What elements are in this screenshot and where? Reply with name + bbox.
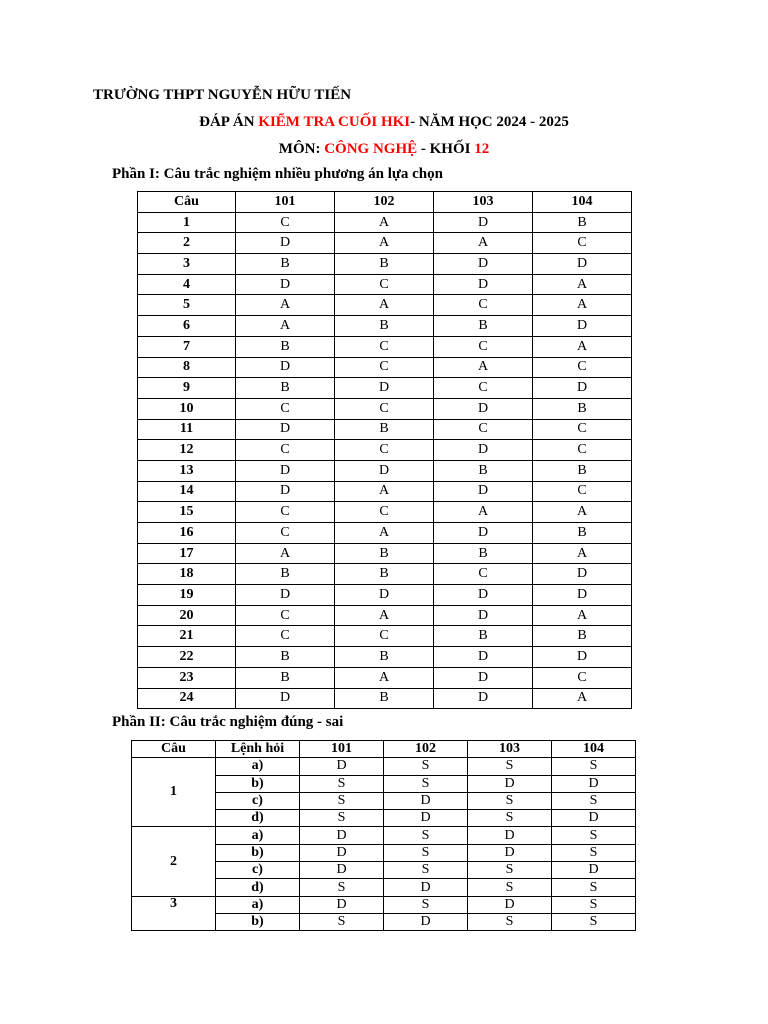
- question-number: 2: [132, 827, 216, 896]
- title-year: - NĂM HỌC 2024 - 2025: [410, 114, 569, 130]
- table-row: [138, 460, 632, 481]
- answer-cell: S: [384, 758, 468, 775]
- answer-cell: A: [335, 295, 434, 316]
- table-row: [138, 316, 632, 337]
- statement-label: a): [216, 758, 300, 775]
- answer-cell: S: [384, 896, 468, 913]
- question-number: 12: [138, 440, 236, 461]
- question-number: 16: [138, 523, 236, 544]
- answer-cell: D: [384, 810, 468, 827]
- answer-cell: C: [335, 398, 434, 419]
- answer-cell: D: [533, 316, 632, 337]
- answer-cell: B: [335, 564, 434, 585]
- answer-cell: D: [434, 440, 533, 461]
- answer-cell: D: [335, 460, 434, 481]
- question-number: 6: [138, 316, 236, 337]
- school-name: TRƯỜNG THPT NGUYỄN HỮU TIẾN: [93, 87, 352, 103]
- question-number: 7: [138, 336, 236, 357]
- statement-label: d): [216, 810, 300, 827]
- answer-cell: D: [300, 896, 384, 913]
- answer-cell: A: [533, 605, 632, 626]
- answer-cell: A: [434, 502, 533, 523]
- answer-cell: D: [300, 758, 384, 775]
- answer-cell: D: [468, 775, 552, 792]
- document-title: [0, 114, 768, 131]
- answer-cell: S: [468, 862, 552, 879]
- statement-label: d): [216, 879, 300, 896]
- answer-cell: S: [300, 913, 384, 930]
- answer-cell: C: [236, 523, 335, 544]
- answer-cell: A: [335, 523, 434, 544]
- answer-cell: S: [552, 844, 636, 861]
- answer-cell: S: [552, 879, 636, 896]
- answer-cell: D: [384, 879, 468, 896]
- answer-cell: C: [533, 667, 632, 688]
- column-header: 101: [300, 741, 384, 758]
- answer-cell: A: [335, 667, 434, 688]
- table-row: [138, 274, 632, 295]
- answer-cell: D: [468, 844, 552, 861]
- table-row: [138, 398, 632, 419]
- answer-cell: D: [552, 775, 636, 792]
- answer-cell: D: [236, 419, 335, 440]
- answer-cell: D: [434, 274, 533, 295]
- answer-cell: A: [533, 295, 632, 316]
- answer-cell: D: [552, 862, 636, 879]
- statement-label: b): [216, 775, 300, 792]
- title-exam-name: KIỂM TRA CUỐI HKI: [258, 114, 411, 130]
- answer-cell: D: [335, 378, 434, 399]
- subject-label: MÔN:: [278, 141, 325, 157]
- answer-cell: D: [552, 810, 636, 827]
- answer-cell: D: [300, 827, 384, 844]
- answer-cell: B: [533, 398, 632, 419]
- question-number: 23: [138, 667, 236, 688]
- answer-cell: A: [434, 357, 533, 378]
- question-number: 21: [138, 626, 236, 647]
- question-number: 13: [138, 460, 236, 481]
- answer-cell: C: [236, 398, 335, 419]
- answer-cell: C: [236, 605, 335, 626]
- table-row: [138, 585, 632, 606]
- table-row: [138, 357, 632, 378]
- answer-cell: B: [335, 419, 434, 440]
- column-header: 101: [236, 192, 335, 213]
- answer-cell: C: [335, 357, 434, 378]
- answer-cell: S: [300, 792, 384, 809]
- answer-cell: D: [434, 688, 533, 709]
- answer-cell: C: [236, 502, 335, 523]
- table-row: [138, 543, 632, 564]
- answer-cell: S: [468, 810, 552, 827]
- table-row: [132, 758, 636, 775]
- answer-cell: S: [468, 913, 552, 930]
- question-number: 14: [138, 481, 236, 502]
- answer-cell: D: [236, 357, 335, 378]
- question-number: 19: [138, 585, 236, 606]
- answer-cell: S: [552, 913, 636, 930]
- answer-cell: A: [335, 212, 434, 233]
- answer-cell: D: [434, 212, 533, 233]
- answer-cell: D: [468, 827, 552, 844]
- statement-label: c): [216, 862, 300, 879]
- answer-cell: B: [236, 378, 335, 399]
- answer-cell: A: [335, 605, 434, 626]
- table-row: [138, 626, 632, 647]
- answer-cell: D: [236, 585, 335, 606]
- statement-label: a): [216, 896, 300, 913]
- part1-answer-table: [137, 191, 632, 709]
- answer-cell: D: [434, 398, 533, 419]
- question-number: 20: [138, 605, 236, 626]
- question-number: 4: [138, 274, 236, 295]
- table-row: [138, 481, 632, 502]
- answer-cell: D: [300, 844, 384, 861]
- answer-cell: B: [533, 460, 632, 481]
- table-row: [138, 254, 632, 275]
- answer-cell: B: [236, 647, 335, 668]
- column-header: 104: [533, 192, 632, 213]
- question-number: 15: [138, 502, 236, 523]
- question-number: 18: [138, 564, 236, 585]
- table-row: [138, 378, 632, 399]
- answer-cell: B: [236, 564, 335, 585]
- answer-cell: S: [384, 844, 468, 861]
- column-header: 102: [335, 192, 434, 213]
- answer-cell: A: [434, 233, 533, 254]
- answer-cell: S: [552, 896, 636, 913]
- table-row: [138, 336, 632, 357]
- table-row: [138, 212, 632, 233]
- answer-cell: S: [300, 810, 384, 827]
- answer-cell: D: [533, 564, 632, 585]
- answer-cell: D: [236, 233, 335, 254]
- answer-cell: A: [236, 316, 335, 337]
- answer-cell: C: [533, 419, 632, 440]
- answer-cell: C: [236, 212, 335, 233]
- table-header-row: [132, 741, 636, 758]
- answer-cell: D: [236, 481, 335, 502]
- question-number: 2: [138, 233, 236, 254]
- answer-cell: D: [434, 523, 533, 544]
- answer-cell: A: [533, 543, 632, 564]
- answer-cell: C: [335, 274, 434, 295]
- answer-cell: C: [533, 233, 632, 254]
- grade-label: - KHỐI: [417, 141, 475, 157]
- statement-label: b): [216, 913, 300, 930]
- answer-cell: D: [434, 254, 533, 275]
- answer-cell: S: [300, 879, 384, 896]
- answer-cell: S: [552, 758, 636, 775]
- answer-cell: B: [434, 626, 533, 647]
- part2-heading: Phần II: Câu trắc nghiệm đúng - sai: [112, 714, 344, 730]
- answer-cell: B: [236, 667, 335, 688]
- question-number: 3: [138, 254, 236, 275]
- answer-cell: B: [236, 254, 335, 275]
- answer-cell: C: [434, 336, 533, 357]
- answer-cell: D: [384, 792, 468, 809]
- question-number: 10: [138, 398, 236, 419]
- part2-answer-table: [131, 740, 636, 931]
- question-number: 24: [138, 688, 236, 709]
- question-number: 11: [138, 419, 236, 440]
- answer-cell: D: [533, 585, 632, 606]
- answer-cell: D: [434, 667, 533, 688]
- answer-cell: D: [434, 481, 533, 502]
- answer-cell: D: [335, 585, 434, 606]
- answer-cell: C: [236, 626, 335, 647]
- table-row: [138, 605, 632, 626]
- question-number: 3: [132, 896, 216, 931]
- answer-cell: C: [335, 502, 434, 523]
- answer-cell: D: [434, 585, 533, 606]
- question-number: 22: [138, 647, 236, 668]
- answer-cell: S: [300, 775, 384, 792]
- answer-cell: A: [335, 233, 434, 254]
- table-header-row: [138, 192, 632, 213]
- answer-cell: A: [533, 274, 632, 295]
- answer-cell: S: [552, 827, 636, 844]
- table-row: [138, 647, 632, 668]
- statement-label: b): [216, 844, 300, 861]
- subject-name: CÔNG NGHỆ: [324, 141, 418, 157]
- answer-cell: B: [236, 336, 335, 357]
- answer-cell: A: [236, 543, 335, 564]
- answer-cell: S: [552, 792, 636, 809]
- table-row: [138, 564, 632, 585]
- answer-cell: S: [468, 758, 552, 775]
- answer-cell: D: [236, 460, 335, 481]
- table-row: [138, 688, 632, 709]
- answer-cell: D: [533, 254, 632, 275]
- answer-cell: C: [335, 440, 434, 461]
- answer-cell: C: [533, 357, 632, 378]
- answer-cell: A: [533, 502, 632, 523]
- question-number: 5: [138, 295, 236, 316]
- answer-cell: D: [384, 913, 468, 930]
- answer-cell: C: [533, 481, 632, 502]
- column-header: 103: [468, 741, 552, 758]
- question-number: 1: [132, 758, 216, 827]
- answer-cell: D: [533, 647, 632, 668]
- answer-cell: B: [335, 688, 434, 709]
- answer-cell: C: [434, 378, 533, 399]
- question-number: 8: [138, 357, 236, 378]
- column-header: Câu: [138, 192, 236, 213]
- statement-label: c): [216, 792, 300, 809]
- table-row: [138, 667, 632, 688]
- column-header: 102: [384, 741, 468, 758]
- answer-cell: B: [335, 316, 434, 337]
- answer-cell: D: [533, 378, 632, 399]
- answer-cell: C: [335, 626, 434, 647]
- answer-cell: D: [434, 647, 533, 668]
- column-header: 104: [552, 741, 636, 758]
- table-row: [138, 523, 632, 544]
- answer-cell: C: [434, 295, 533, 316]
- answer-cell: C: [434, 419, 533, 440]
- table-row: [138, 419, 632, 440]
- answer-cell: D: [434, 605, 533, 626]
- answer-cell: D: [236, 274, 335, 295]
- question-number: 17: [138, 543, 236, 564]
- answer-cell: S: [384, 775, 468, 792]
- table-row: [132, 827, 636, 844]
- table-row: [132, 896, 636, 913]
- answer-cell: A: [533, 336, 632, 357]
- answer-cell: B: [434, 316, 533, 337]
- answer-cell: C: [434, 564, 533, 585]
- grade-number: 12: [474, 141, 490, 157]
- answer-cell: A: [335, 481, 434, 502]
- answer-cell: S: [468, 792, 552, 809]
- table-row: [138, 233, 632, 254]
- question-number: 9: [138, 378, 236, 399]
- question-number: 1: [138, 212, 236, 233]
- answer-cell: C: [335, 336, 434, 357]
- answer-cell: B: [434, 543, 533, 564]
- answer-cell: C: [533, 440, 632, 461]
- answer-cell: B: [533, 212, 632, 233]
- answer-cell: B: [533, 626, 632, 647]
- answer-cell: S: [384, 862, 468, 879]
- answer-cell: A: [533, 688, 632, 709]
- column-header: Lệnh hỏi: [216, 741, 300, 758]
- column-header: Câu: [132, 741, 216, 758]
- subject-line: [0, 141, 768, 158]
- answer-cell: B: [335, 543, 434, 564]
- table-row: [138, 502, 632, 523]
- answer-cell: D: [468, 896, 552, 913]
- answer-cell: B: [533, 523, 632, 544]
- answer-cell: D: [300, 862, 384, 879]
- answer-cell: S: [384, 827, 468, 844]
- title-prefix: ĐÁP ÁN: [199, 114, 259, 130]
- table-row: [138, 440, 632, 461]
- answer-cell: B: [335, 254, 434, 275]
- answer-cell: A: [236, 295, 335, 316]
- answer-cell: B: [335, 647, 434, 668]
- table-row: [138, 295, 632, 316]
- answer-cell: C: [236, 440, 335, 461]
- answer-cell: S: [468, 879, 552, 896]
- answer-cell: B: [434, 460, 533, 481]
- statement-label: a): [216, 827, 300, 844]
- column-header: 103: [434, 192, 533, 213]
- part1-heading: Phần I: Câu trắc nghiệm nhiều phương án lựa chọn: [112, 166, 443, 182]
- answer-cell: D: [236, 688, 335, 709]
